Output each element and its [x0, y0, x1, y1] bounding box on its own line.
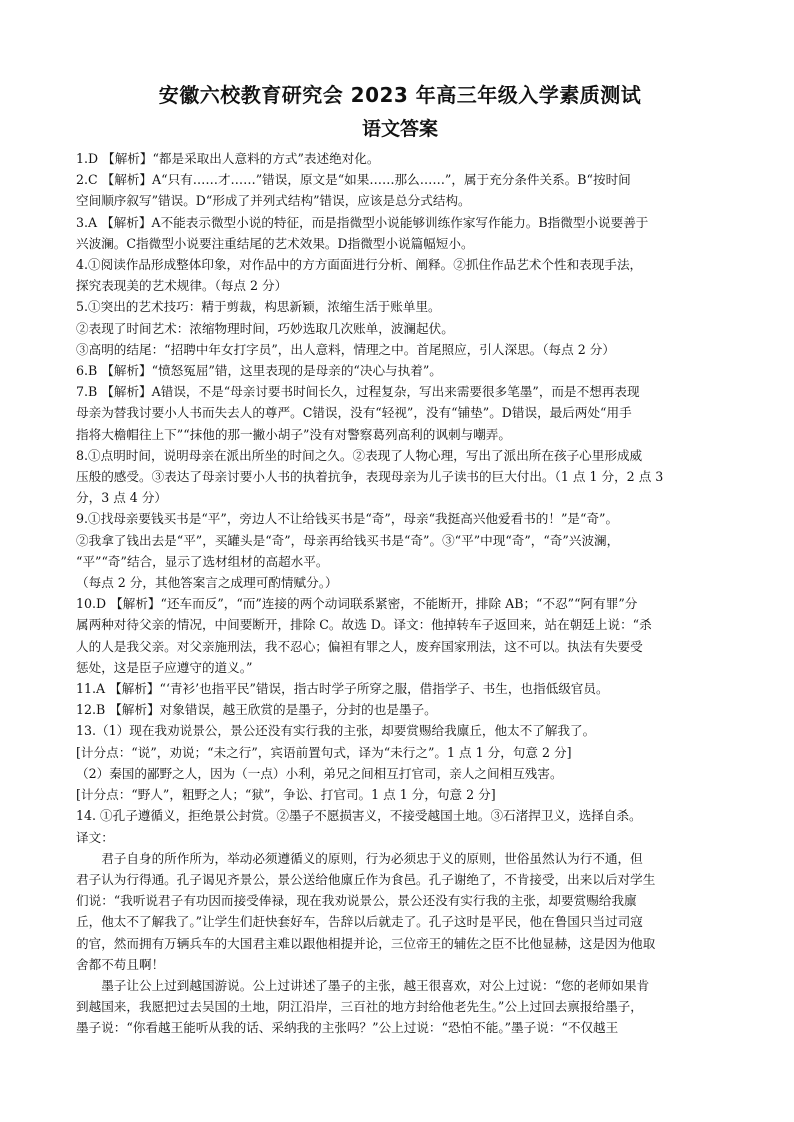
translation-line: 们说：“我听说君子有功因而接受俸禄，现在我劝说景公，景公还没有实行我的主张，却要赏赐给我廪	[76, 893, 637, 909]
translation-line: 丘，他太不了解我了。”让学生们赶快套好车，告辞以后就走了。孔子这时是平民，他在鲁国只当过司寇	[76, 914, 643, 930]
text-line: 属两种对待父亲的情况，中间要断开，排除 C。故选 D。译文：他掉转车子返回来，站在朝廷上说：“杀	[76, 617, 652, 633]
text-line: 9.①找母亲要钱买书是“平”，旁边人不让给钱买书是“奇”，母亲“我挺高兴他爱看书的！”是“奇”。	[76, 511, 619, 527]
text-line: [计分点：“说”，劝说；“未之行”，宾语前置句式，译为“未行之”。1 点 1 分，句意 2 分]	[76, 744, 572, 760]
text-line: （2）秦国的鄙野之人，因为（一点）小利，弟兄之间相互打官司，亲人之间相互残害。	[76, 765, 563, 781]
translation-line: 君子自身的所作所为，举动必须遵循义的原则，行为必须忠于义的原则，世俗虽然认为行不通，但	[101, 850, 643, 866]
text-line: ②表现了时间艺术：浓缩物理时间，巧妙选取几次账单，波澜起伏。	[76, 320, 454, 336]
text-line: 探究表现美的艺术规律。（每点 2 分）	[76, 278, 288, 294]
translation-line: 的官，然而拥有万辆兵车的大国君主难以跟他相提并论，三位帝王的辅佐之臣不比他显赫，这是因为他取	[76, 935, 656, 951]
text-line: 压般的感受。③表达了母亲讨要小人书的执着抗争，表现母亲为儿子读书的巨大付出。（1 点 1 分，2 点 3	[76, 469, 664, 485]
translation-line: 到越国来，我愿把过去吴国的土地，阴江沿岸，三百社的地方封给他老先生。”公上过回去禀报给墨子，	[76, 999, 643, 1015]
text-line: 2.C 【解析】A“只有……才……”错误，原文是“如果……那么……”，属于充分条件关系。B“按时间	[76, 172, 631, 188]
text-line: 译文：	[76, 829, 114, 845]
text-line: 分，3 点 4 分）	[76, 490, 168, 506]
text-line: 6.B 【解析】“愤怒冤屈”错，这里表现的是母亲的“决心与执着”。	[76, 363, 442, 379]
text-line: ③高明的结尾：“招聘中年女打字员”，出人意料，情理之中。首尾照应，引人深思。（每点 2 分）	[76, 341, 615, 357]
text-line: 兴波澜。C指微型小说要注重结尾的艺术效果。D指微型小说篇幅短小。	[76, 235, 474, 251]
document-subtitle: 语文答案	[361, 118, 438, 140]
answer-content	[76, 148, 724, 1039]
translation-line: 墨子说：“你看越王能听从我的话、采纳我的主张吗？”公上过说：“恐怕不能。”墨子说：“不仅越王	[76, 1020, 619, 1036]
text-line: 10.D 【解析】“还车而反”，“而”连接的两个动词联系紧密，不能断开，排除 AB；“不忍”“阿有罪”分	[76, 596, 638, 612]
text-line: 12.B 【解析】对象错误，越王欣赏的是墨子，分封的也是墨子。	[76, 702, 437, 718]
text-line: 8.①点明时间，说明母亲在派出所坐的时间之久。②表现了人物心理，写出了派出所在孩子心里形成威	[76, 447, 643, 463]
text-line: [计分点：“野人”，粗野之人；“狱”，争讼、打官司。1 点 1 分，句意 2 分]	[76, 787, 496, 803]
text-line: “平”“奇”结合，显示了选材组材的高超水平。	[76, 553, 329, 569]
text-line: 5.①突出的艺术技巧：精于剪裁，构思新颖，浓缩生活于账单里。	[76, 299, 441, 315]
translation-line: 墨子让公上过到越国游说。公上过讲述了墨子的主张，越王很喜欢，对公上过说：“您的老师如果肯	[101, 977, 650, 993]
text-line: （每点 2 分，其他答案言之成理可酌情赋分。）	[76, 575, 338, 591]
text-line: 13.（1）现在我劝说景公，景公还没有实行我的主张，却要赏赐给我廪丘，他太不了解我了。	[76, 723, 596, 739]
translation-line: 君子认为行得通。孔子谒见齐景公，景公送给他廪丘作为食邑。孔子谢绝了，不肯接受，出来以后对学生	[76, 871, 656, 887]
text-line: 指将大檐帽往上下”“抹他的那一撇小胡子”没有对警察葛列高利的讽刺与嘲弄。	[76, 426, 511, 442]
translation-line: 舍都不苟且啊！	[76, 956, 165, 972]
text-line: 1.D 【解析】“都是采取出人意料的方式”表述绝对化。	[76, 151, 380, 166]
text-line: 空间顺序叙写”错误。D“形成了并列式结构”错误，应该是总分式结构。	[76, 193, 471, 209]
text-line: 14. ①孔子遵循义，拒绝景公封赏。②墨子不愿损害义，不接受越国土地。③石渚捍卫义，选择自杀。	[76, 808, 642, 824]
text-line: ②我拿了钱出去是“平”，买罐头是“奇”，母亲再给钱买书是“奇”。③“平”中现“奇”，“奇”兴波澜，	[76, 532, 620, 548]
text-line: 母亲为替我讨要小人书而失去人的尊严。C错误，没有“轻视”，没有“铺垫”。D错误，最后两处“用手	[76, 405, 632, 421]
text-line: 4.①阅读作品形成整体印象，对作品中的方方面面进行分析、阐释。②抓住作品艺术个性和表现手法，	[76, 257, 643, 273]
text-line: 人的人是我父亲。对父亲施刑法，我不忍心；偏袒有罪之人，废弃国家刑法，这不可以。执法有失要受	[76, 638, 643, 654]
text-line: 7.B 【解析】A错误，不是“母亲讨要书时间长久，过程复杂，写出来需要很多笔墨”，而是不想再表现	[76, 384, 640, 400]
document-title: 安徽六校教育研究会 2023 年高三年级入学素质测试	[158, 83, 642, 107]
text-line: 3.A 【解析】A不能表示微型小说的特征，而是指微型小说能够训练作家写作能力。B指微型小说要善于	[76, 214, 649, 230]
text-line: 11.A 【解析】“‘青衫’也指平民”错误，指古时学子所穿之服，借指学子、书生，也指低级官员。	[76, 681, 609, 697]
text-line: 惩处，这是臣子应遵守的道义。”	[76, 659, 253, 675]
